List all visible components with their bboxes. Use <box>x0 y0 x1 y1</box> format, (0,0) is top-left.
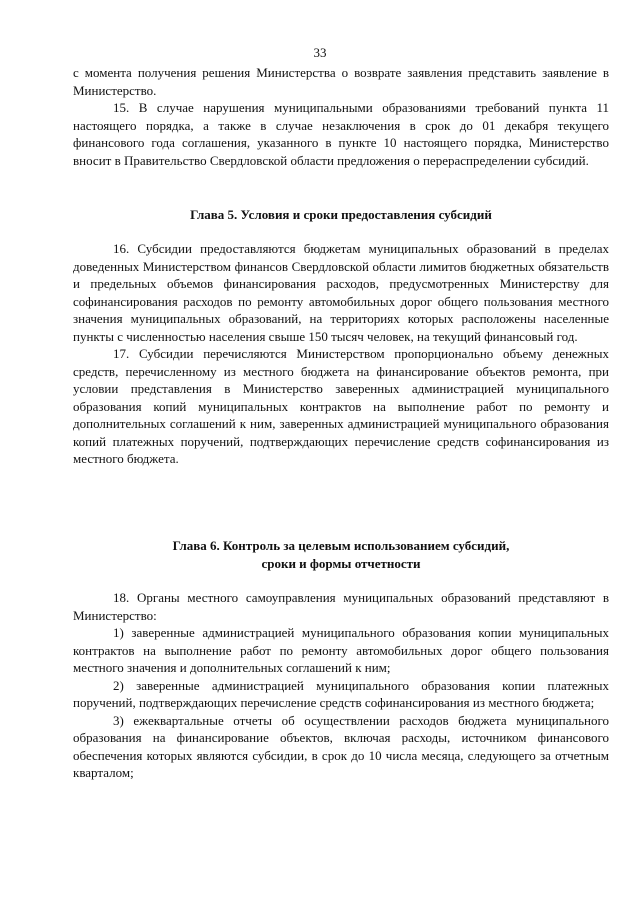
chapter-5-block <box>73 240 609 468</box>
paragraph-15: 15. В случае нарушения муниципальными образованиями требований пункта 11 настоящего порядка, а также в случае незаключения в срок до 01 декабря текущего финансового года соглашения, указанного в пункте 10 настоящего порядка, Министерство вносит в Правительство Свердловской области предложения о перераспределении субсидий. <box>73 100 609 168</box>
chapter-6-heading-block <box>73 537 609 572</box>
page-number: 33 <box>313 45 327 60</box>
paragraph-18-item-3: 3) ежеквартальные отчеты об осуществлении расходов бюджета муниципального образования на финансирование объектов, включая расходы, источником финансового обеспечения которых являются субсидии, в срок до 10 числа месяца, следующего за отчетным кварталом; <box>73 712 609 780</box>
paragraph-16: 16. Субсидии предоставляются бюджетам муниципальных образований в пределах доведенных Министерством финансов Свердловской области лимитов бюджетных обязательств и предельных объемов финансирования расходов, предусмотренных Министерству для софинансирования расходов по ремонту автомобильных дорог общего пользования местного значения муниципальных образований, на территориях которых расположены населенные пункты с численностью населения свыше 150 тысяч человек, на текущий финансовый год. <box>73 241 609 344</box>
paragraph-18-item-1: 1) заверенные администрацией муниципального образования копии муниципальных контрактов на выполнение работ по ремонту автомобильных дорог общего пользования местного значения и дополнительных соглашений к ним; <box>73 625 609 675</box>
chapter-5-heading-block <box>73 206 609 224</box>
paragraph-intro: с момента получения решения Министерства о возврате заявления представить заявление в Министерство. <box>73 65 609 98</box>
chapter-6-title <box>73 537 609 572</box>
paragraph-17: 17. Субсидии перечисляются Министерством пропорционально объему денежных средств, перечисленному из местного бюджета на финансирование объектов ремонта, при условии представления в Министерство заверенных администрацией муниципального образования копий муниципальных контрактов на выполнение работ по ремонту и дополнительных соглашений к ним, заверенных администрацией муниципального образования копий платежных поручений, подтверждающих перечисление средств софинансирования из местного бюджета. <box>73 346 609 466</box>
chapter-5-title: Глава 5. Условия и сроки предоставления субсидий <box>190 207 492 222</box>
intro-block <box>73 64 609 169</box>
chapter-6-title-line-2: сроки и формы отчетности <box>261 555 421 571</box>
chapter-6-title-line-1: Глава 6. Контроль за целевым использованием субсидий, <box>172 538 510 553</box>
chapter-6-block <box>73 589 609 782</box>
paragraph-18: 18. Органы местного самоуправления муниципальных образований представляют в Министерство: <box>73 590 609 623</box>
paragraph-18-item-2: 2) заверенные администрацией муниципального образования копии платежных поручений, подтверждающих перечисление средств софинансирования из местного бюджета; <box>73 677 609 710</box>
